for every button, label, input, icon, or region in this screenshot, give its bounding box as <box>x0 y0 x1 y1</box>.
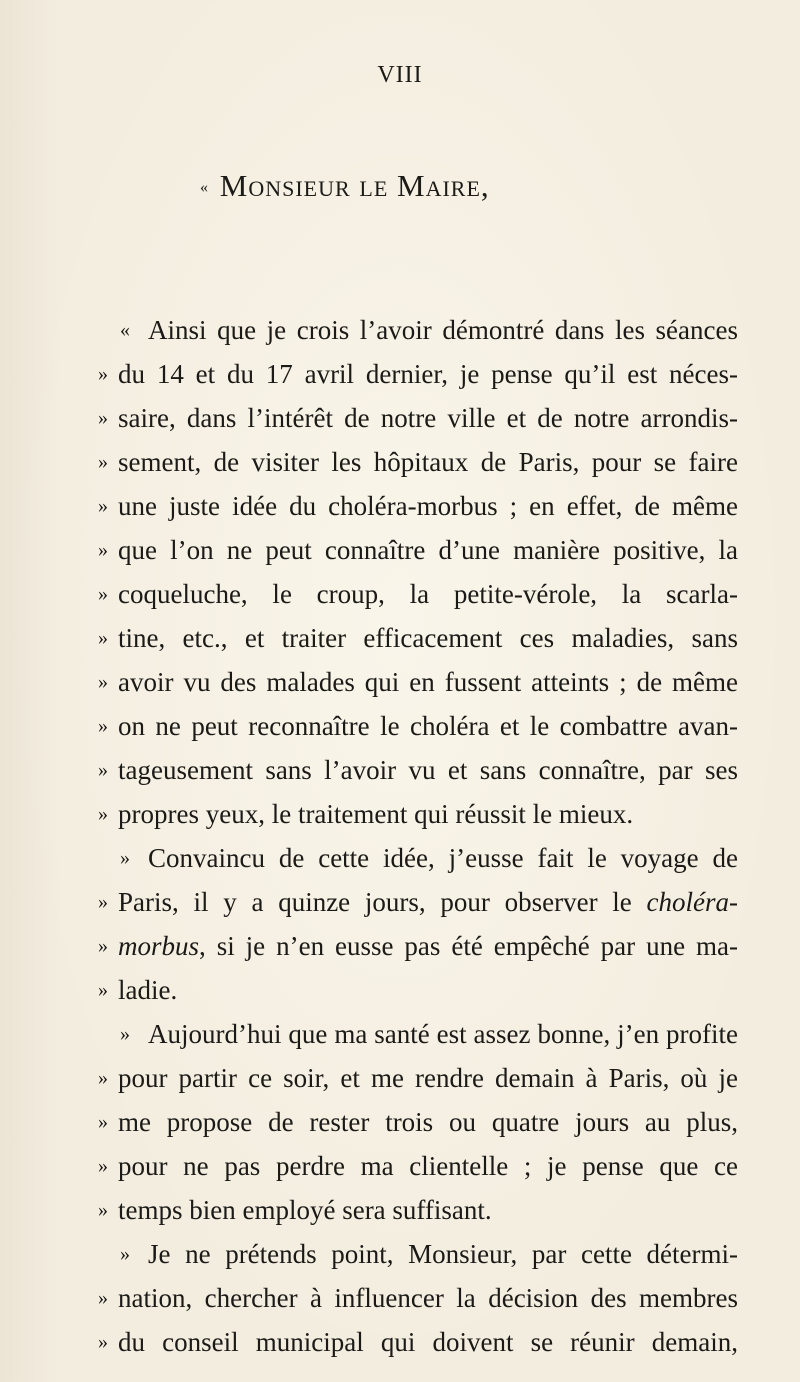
text-line <box>118 308 738 352</box>
line-text: propres yeux, le traitement qui réussit le mieux. <box>118 799 634 829</box>
quote-mark: » <box>98 715 108 737</box>
line-text: nation, chercher à influencer la décision des membres <box>118 1283 738 1313</box>
quote-mark: » <box>120 1023 130 1045</box>
text-line <box>98 616 738 660</box>
opening-quote-mark: « <box>200 179 209 196</box>
text-line <box>98 440 738 484</box>
quote-mark: » <box>98 1287 108 1309</box>
text-line <box>98 352 738 396</box>
quote-mark: » <box>98 539 108 561</box>
text-line <box>98 792 738 836</box>
quote-mark: » <box>98 935 108 957</box>
line-text: sement, de visiter les hôpitaux de Paris, pour se faire <box>118 447 738 477</box>
line-text: coqueluche, le croup, la petite-vérole, la scarla- <box>118 579 738 609</box>
text-line <box>118 1012 738 1056</box>
text-line <box>98 880 739 924</box>
salutation-text: Monsieur le Maire, <box>219 168 490 203</box>
line-text: pour partir ce soir, et me rendre demain à Paris, où je <box>118 1063 738 1093</box>
line-text: tageusement sans l’avoir vu et sans connaître, par ses <box>118 755 738 785</box>
line-text: du 14 et du 17 avril dernier, je pense qu’il est néces- <box>118 359 738 389</box>
line-text: une juste idée du choléra-morbus ; en effet, de même <box>118 491 738 521</box>
text-line <box>98 1100 738 1144</box>
italic-term: morbus <box>118 931 200 961</box>
quote-mark: » <box>98 891 108 913</box>
line-text: Je ne prétends point, Monsieur, par cette détermi- <box>148 1239 738 1269</box>
text-line <box>98 660 738 704</box>
line-text: Aujourd’hui que ma santé est assez bonne, j’en profite <box>148 1019 738 1049</box>
text-line <box>98 572 738 616</box>
salutation <box>200 168 490 204</box>
text-line <box>98 1276 738 1320</box>
letter-body <box>98 308 739 1364</box>
line-text: pour ne pas perdre ma clientelle ; je pense que ce <box>118 1151 738 1181</box>
page-number: VIII <box>377 62 423 88</box>
line-text: avoir vu des malades qui en fussent atteints ; de même <box>118 667 738 697</box>
text-line <box>98 484 738 528</box>
text-line <box>98 396 738 440</box>
line-text: Ainsi que je crois l’avoir démontré dans les séances <box>148 315 738 345</box>
text-line <box>98 1056 738 1100</box>
line-text: morbus, si je n’en eusse pas été empêché par une ma- <box>118 931 738 961</box>
text-line <box>118 836 738 880</box>
text-line <box>98 1188 738 1232</box>
quote-mark: » <box>98 363 108 385</box>
line-text: saire, dans l’intérêt de notre ville et de notre arrondis- <box>118 403 738 433</box>
line-text: que l’on ne peut connaître d’une manière positive, la <box>118 535 738 565</box>
line-text: Convaincu de cette idée, j’eusse fait le voyage de <box>148 843 738 873</box>
quote-mark: » <box>120 847 130 869</box>
line-text: tine, etc., et traiter efficacement ces maladies, sans <box>118 623 738 653</box>
quote-mark: » <box>98 671 108 693</box>
quote-mark: » <box>98 1111 108 1133</box>
text-line <box>98 748 738 792</box>
text-line <box>98 1320 738 1364</box>
text-line <box>98 528 738 572</box>
quote-mark: » <box>98 407 108 429</box>
quote-mark: « <box>120 319 130 341</box>
line-text: ladie. <box>118 975 178 1005</box>
quote-mark: » <box>98 1067 108 1089</box>
italic-term: choléra- <box>646 887 739 917</box>
text-line <box>98 924 738 968</box>
quote-mark: » <box>98 495 108 517</box>
quote-mark: » <box>98 759 108 781</box>
line-text: temps bien employé sera suffisant. <box>118 1195 492 1225</box>
text-line <box>98 968 738 1012</box>
text-line <box>98 1144 738 1188</box>
quote-mark: » <box>98 627 108 649</box>
line-text: Paris, il y a quinze jours, pour observer le choléra- <box>118 887 739 917</box>
quote-mark: » <box>98 1331 108 1353</box>
quote-mark: » <box>98 583 108 605</box>
quote-mark: » <box>98 451 108 473</box>
quote-mark: » <box>120 1243 130 1265</box>
quote-mark: » <box>98 979 108 1001</box>
quote-mark: » <box>98 803 108 825</box>
text-line <box>98 704 738 748</box>
line-text: du conseil municipal qui doivent se réunir demain, <box>118 1327 738 1357</box>
quote-mark: » <box>98 1155 108 1177</box>
line-text: on ne peut reconnaître le choléra et le combattre avan- <box>118 711 738 741</box>
line-text: me propose de rester trois ou quatre jours au plus, <box>118 1107 738 1137</box>
quote-mark: » <box>98 1199 108 1221</box>
text-line <box>118 1232 738 1276</box>
